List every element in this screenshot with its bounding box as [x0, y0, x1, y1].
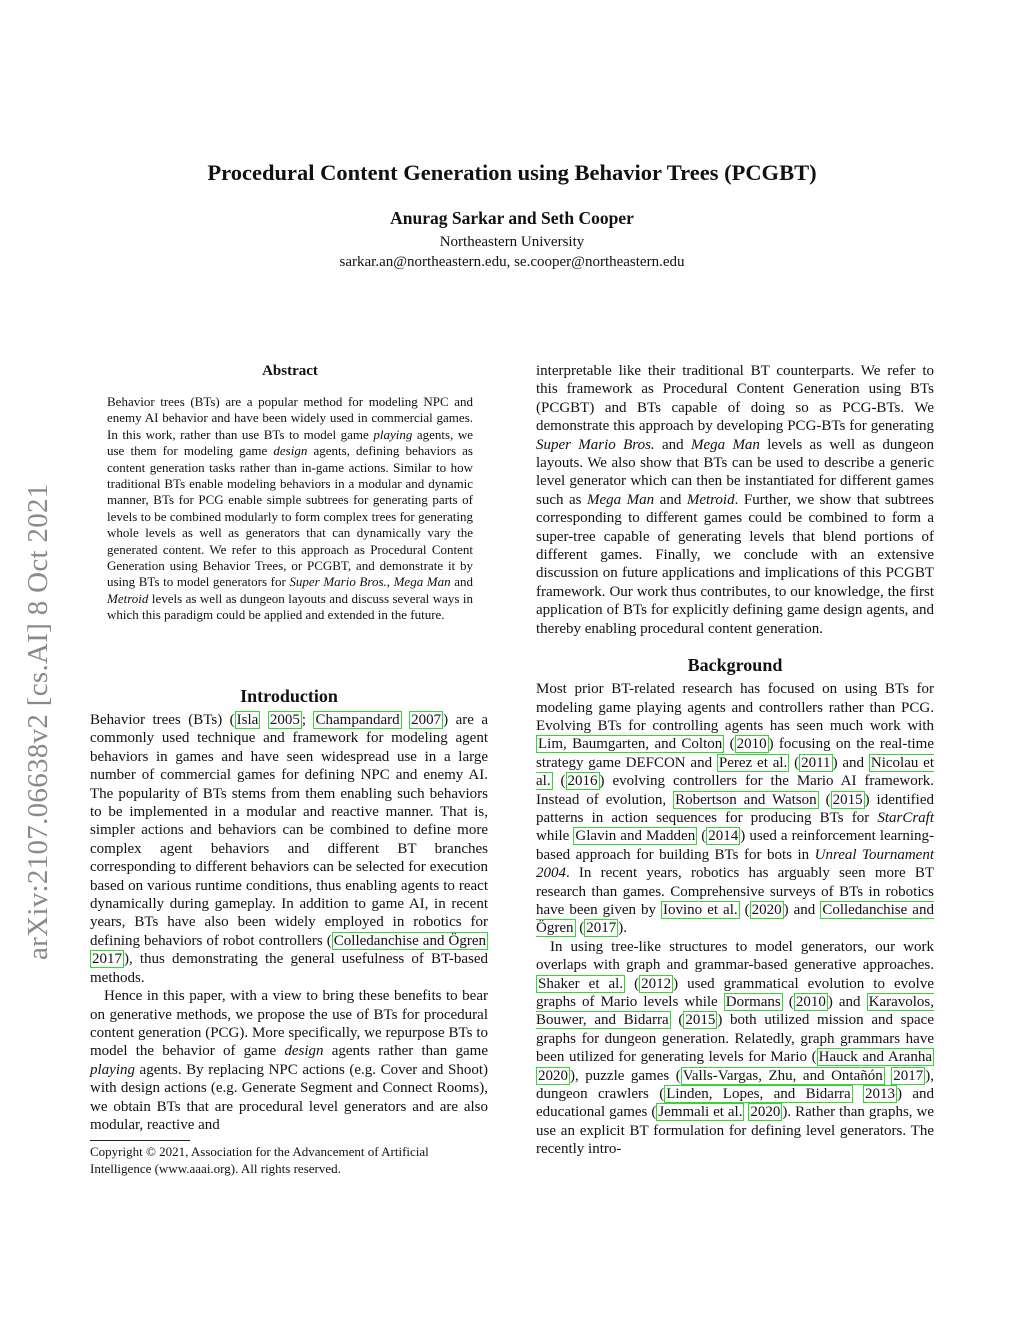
citation-year-link[interactable]: 2015: [685, 1012, 716, 1029]
citation-year-link[interactable]: 2015: [832, 791, 863, 808]
citation-link[interactable]: Valls-Vargas, Zhu, and Ontañón: [682, 1067, 883, 1084]
citation-link[interactable]: Colledanchise and Ögren: [536, 901, 934, 937]
citation-year-link[interactable]: 2020: [751, 901, 782, 918]
citation-link[interactable]: Karavolos, Bouwer, and Bidarra: [536, 994, 934, 1029]
right-column: [536, 362, 934, 1159]
author-emails: sarkar.an@northeastern.edu, se.cooper@northeastern.edu: [339, 254, 685, 270]
citation-year-link[interactable]: 2010: [795, 994, 826, 1010]
introduction-heading: Introduction: [240, 686, 338, 706]
background-paragraph-2: In using tree-like structures to model generators, our work overlaps with graph and grammar-based generative approaches. Shaker et al. ( 2012 ) used grammatical evolution to evolve graphs of Mario levels while Dormans ( 2010 ) and Karavolos, Bouwer, and Bidarra ( 2015 ) both utilized mission and space graphs for dungeon generation. Relatedly, graph grammars have been utilized for generating levels for Mario ( Hauck and Aranha 2020 ), puzzle games ( Valls-Vargas, Zhu, and Ontañón 2017 ), dungeon crawlers ( Linden, Lopes, and Bidarra 2013 ) and educational games ( Jemmali et al. 2020 ). Rather than graphs, we use an explicit BT formulation for defining level generators. The recently intro-: [536, 938, 935, 1158]
citation-year-link[interactable]: 2016: [567, 773, 598, 790]
citation-link[interactable]: Champandard: [315, 712, 400, 728]
citation-year-link[interactable]: 2017: [893, 1067, 924, 1084]
citation-link[interactable]: Nicolau et al.: [536, 754, 935, 790]
arxiv-identifier: arXiv:2107.06638v2 [cs.AI] 8 Oct 2021: [22, 483, 54, 960]
paper-title: Procedural Content Generation using Behavior Trees (PCGBT): [207, 160, 817, 185]
citation-year-link[interactable]: 2020: [538, 1067, 568, 1084]
footnote-divider: [90, 1140, 190, 1141]
background-paragraph-1: Most prior BT-related research has focused on using BTs for modeling game playing agents and controllers rather than PCG. Evolving BTs for controlling agents has seen much work with Lim, Baumgarten, and Colton ( 2010 ) focusing on the real-time strategy game DEFCON and Perez et al. ( 2011 ) and Nicolau et al. ( 2016 ) evolving controllers for the Mario AI framework. Instead of evolution, Robertson and Watson ( 2015 ) identified patterns in action sequences for producing BTs for StarCraft while Glavin and Madden ( 2014 ) used a reinforcement learning-based approach for building BTs for bots in Unreal Tournament 2004. In recent years, robotics has arguably seen more BT research than games. Comprehensive surveys of BTs in robotics have been given by Iovino et al. ( 2020 ) and Colledanchise and Ögren ( 2017 ).: [536, 681, 935, 937]
citation-link[interactable]: Perez et al.: [718, 754, 788, 771]
left-column: [90, 685, 488, 1134]
citation-year-link[interactable]: 2014: [708, 828, 739, 845]
authors: Anurag Sarkar and Seth Cooper: [390, 208, 634, 228]
affiliation: Northeastern University: [439, 234, 585, 250]
background-heading: Background: [687, 655, 783, 676]
citation-year-link[interactable]: 2010: [736, 736, 767, 753]
citation-year-link[interactable]: 2007: [411, 712, 442, 728]
citation-link[interactable]: Lim, Baumgarten, and Colton: [538, 736, 723, 753]
abstract-heading: Abstract: [262, 363, 318, 379]
citation-link[interactable]: Isla: [236, 712, 259, 728]
citation-year-link[interactable]: 2020: [750, 1104, 781, 1121]
introduction-paragraph-1: Behavior trees (BTs) ( Isla 2005 ; Champandard 2007 ) are a commonly used technique and framework for modeling agent behaviors in games and have seen widespread use in a large number of commercial games for defining NPC and enemy AI. The popularity of BTs stems from them enabling such behaviors to be implemented in a modular and reactive manner. That is, simpler actions and behaviors can be combined to define more complex agent behaviors and different BT branches corresponding to different behaviors can be selected for execution based on various runtime conditions, thus enabling agents to react dynamically during gameplay. In addition to game AI, in recent years, BTs have also been widely employed in robotics for defining behaviors of robot controllers ( Colledanchise and Ögren 2017 ), thus demonstrating the general usefulness of BT-based methods.: [90, 712, 489, 986]
citation-link[interactable]: Robertson and Watson: [675, 791, 817, 808]
citation-year-link[interactable]: 2012: [641, 975, 672, 992]
citation-year-link[interactable]: 2017: [586, 920, 617, 937]
citation-year-link[interactable]: 2005: [269, 712, 300, 728]
citation-link[interactable]: Jemmali et al.: [658, 1104, 743, 1121]
citation-link[interactable]: Colledanchise and Ögren: [333, 932, 486, 949]
abstract-text: Behavior trees (BTs) are a popular method for modeling NPC and enemy AI behavior and have been widely used in commercial games. In this work, rather than use BTs to model game playing agents, we use them for modeling game design agents, defining behaviors as content generation tasks rather than in-game actions. Similar to how traditional BTs enable modeling behaviors in a modular and dynamic manner, BTs for PCG enable simple subtrees for generating parts of levels to be combined modularly to form complex trees for generating whole levels as well as generators that can dynamically vary the generated content. We refer to this approach as Procedural Content Generation using Behavior Trees, or PCGBT, and demonstrate it by using BTs to model generators for Super Mario Bros., Mega Man and Metroid levels as well as dungeon layouts and discuss several ways in which this paradigm could be applied and extended in the future.: [107, 394, 474, 623]
introduction-continued: interpretable like their traditional BT counterparts. We refer to this framework as Procedural Content Generation using BTs (PCGBT) and BTs capable of doing so as PCG-BTs. We demonstrate this approach by developing PCG-BTs for generating Super Mario Bros. and Mega Man levels as well as dungeon layouts. We also show that BTs can be used to describe a generic level generator which can then be instantiated for different games such as Mega Man and Metroid. Further, we show that subtrees corresponding to different games could be combined to form a super-tree capable of generating levels that blend portions of different games. Finally, we conclude with an extensive discussion on future applications and implications of this PCGBT framework. Our work thus contributes, to our knowledge, the first application of BTs for explicitly defining game design agents, and thereby enabling procedural content generation.: [536, 363, 934, 637]
citation-year-link[interactable]: 2011: [801, 754, 831, 771]
citation-link[interactable]: Glavin and Madden: [575, 828, 696, 845]
citation-link[interactable]: Shaker et al.: [538, 975, 624, 992]
copyright-footnote: Copyright © 2021, Association for the Advancement of Artificial Intelligence (www.aaai.org). All rights reserved.: [90, 1144, 429, 1176]
citation-link[interactable]: Iovino et al.: [663, 901, 738, 918]
citation-year-link[interactable]: 2017: [92, 951, 122, 968]
citation-link[interactable]: Hauck and Aranha: [818, 1049, 932, 1066]
citation-link[interactable]: Linden, Lopes, and Bidarra: [666, 1086, 851, 1103]
citation-link[interactable]: Dormans: [725, 994, 781, 1010]
introduction-paragraph-2: Hence in this paper, with a view to bring these benefits to bear on generative methods, we propose the use of BTs for procedural content generation (PCG). More specifically, we repurpose BTs to model the behavior of game design agents rather than game playing agents. By replacing NPC actions (e.g. Cover and Shoot) with design actions (e.g. Generate Segment and Connect Rooms), we obtain BTs that are procedural level generators and are also modular, reactive and: [90, 988, 488, 1133]
citation-year-link[interactable]: 2013: [864, 1086, 895, 1103]
